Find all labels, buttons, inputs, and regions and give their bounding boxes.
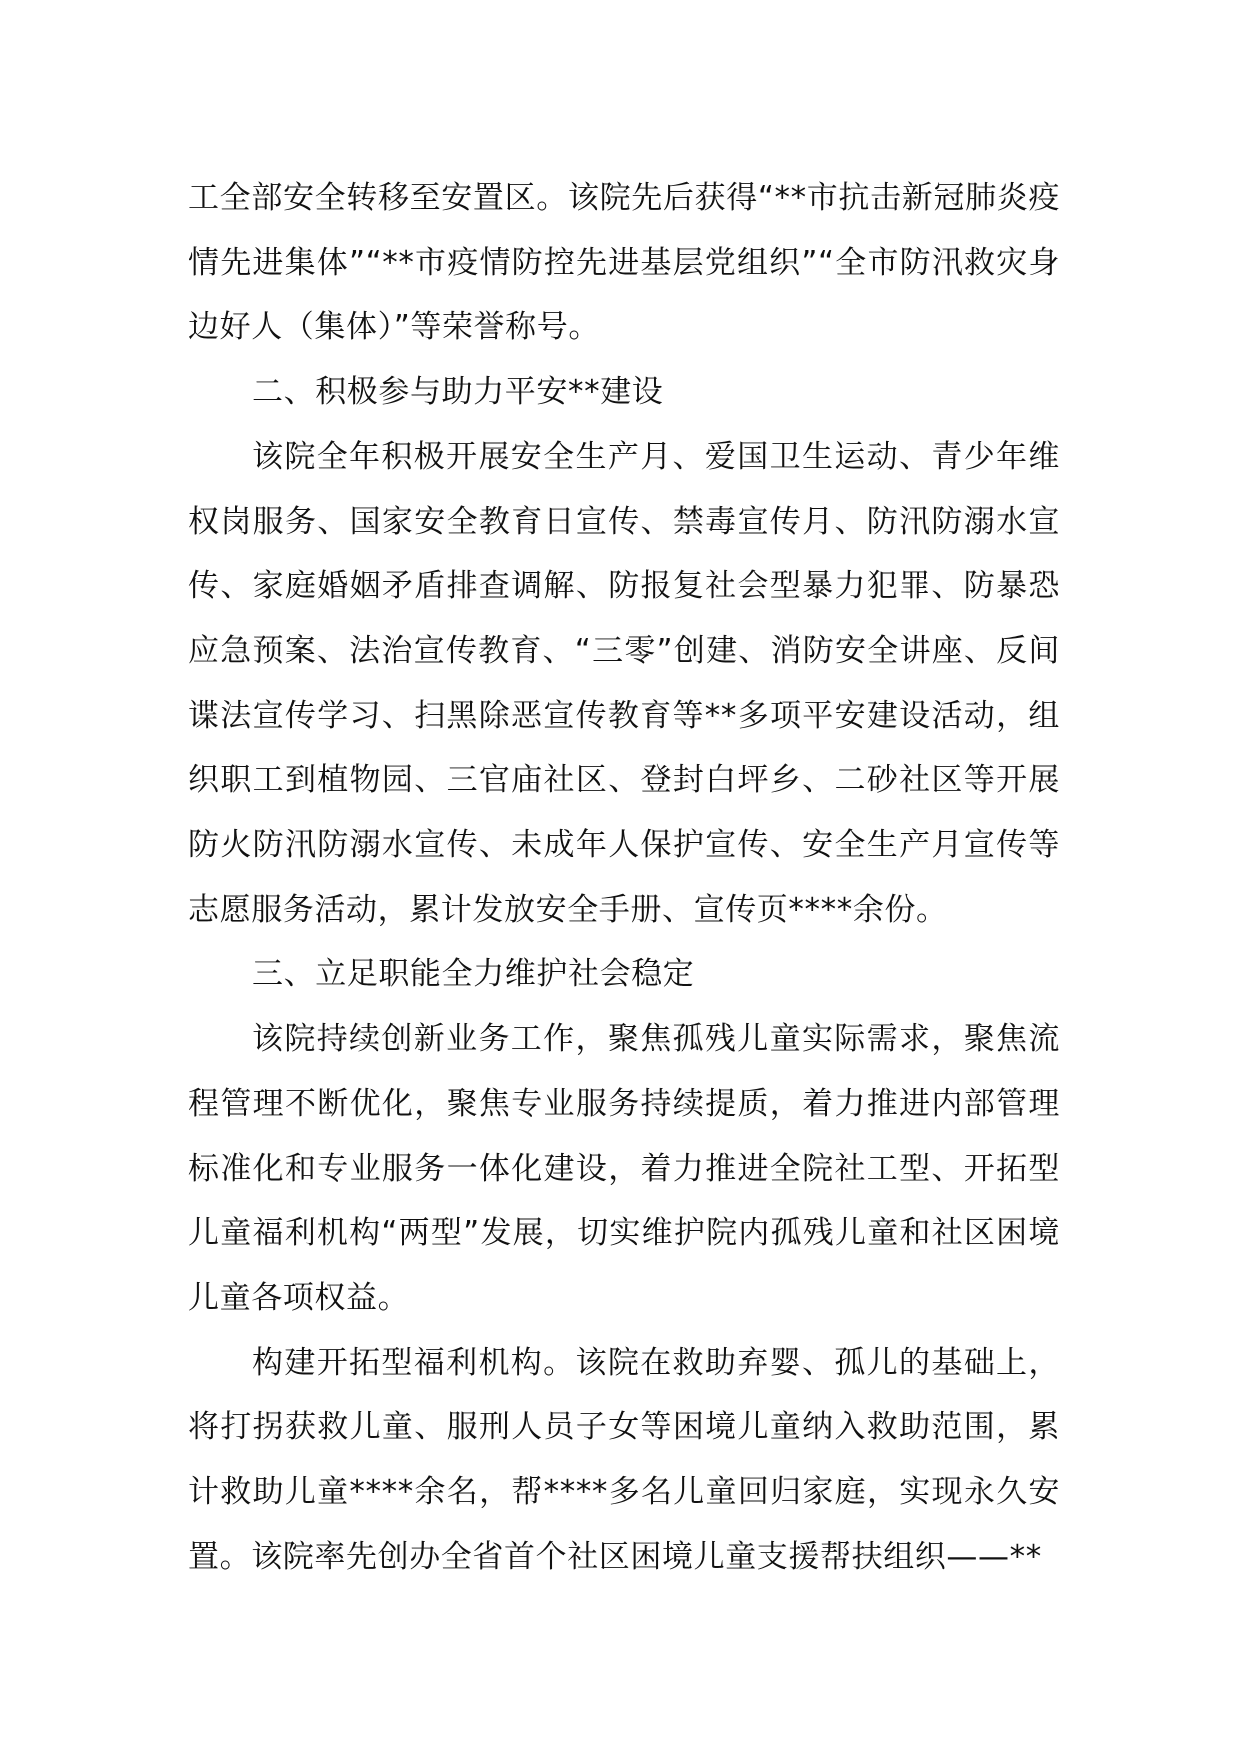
paragraph-innovation: 该院持续创新业务工作，聚焦孤残儿童实际需求，聚焦流程管理不断优化，聚焦专业服务持续提质，着力推进内部管理标准化和专业服务一体化建设，着力推进全院社工型、开拓型儿童福利机构“两型”发展，切实维护院内孤残儿童和社区困境儿童各项权益。 xyxy=(188,1021,1060,1316)
section-heading-2: 二、积极参与助力平安**建设 xyxy=(252,374,664,411)
paragraph-honors-continued: 工全部安全转移至安置区。该院先后获得“**市抗击新冠肺炎疫情先进集体”“**市疫情防控先进基层党组织”“全市防汛救灾身边好人（集体）”等荣誉称号。 xyxy=(188,180,1060,346)
section-heading-3: 三、立足职能全力维护社会稳定 xyxy=(252,956,695,993)
paragraph-pioneering-institution: 构建开拓型福利机构。该院在救助弃婴、孤儿的基础上，将打拐获救儿童、服刑人员子女等困境儿童纳入救助范围，累计救助儿童****余名，帮****多名儿童回归家庭，实现永久安置。该院率先创办全省首个社区困境儿童支援帮扶组织——** xyxy=(188,1344,1060,1575)
paragraph-safety-activities: 该院全年积极开展安全生产月、爱国卫生运动、青少年维权岗服务、国家安全教育日宣传、禁毒宣传月、防汛防溺水宣传、家庭婚姻矛盾排查调解、防报复社会型暴力犯罪、防暴恐应急预案、法治宣传教育、“三零”创建、消防安全讲座、反间谍法宣传学习、扫黑除恶宣传教育等**多项平安建设活动，组织职工到植物园、三官庙社区、登封白坪乡、二砂社区等开展防火防汛防溺水宣传、未成年人保护宣传、安全生产月宣传等志愿服务活动，累计发放安全手册、宣传页****余份。 xyxy=(188,438,1060,928)
document-body xyxy=(188,166,1060,1589)
